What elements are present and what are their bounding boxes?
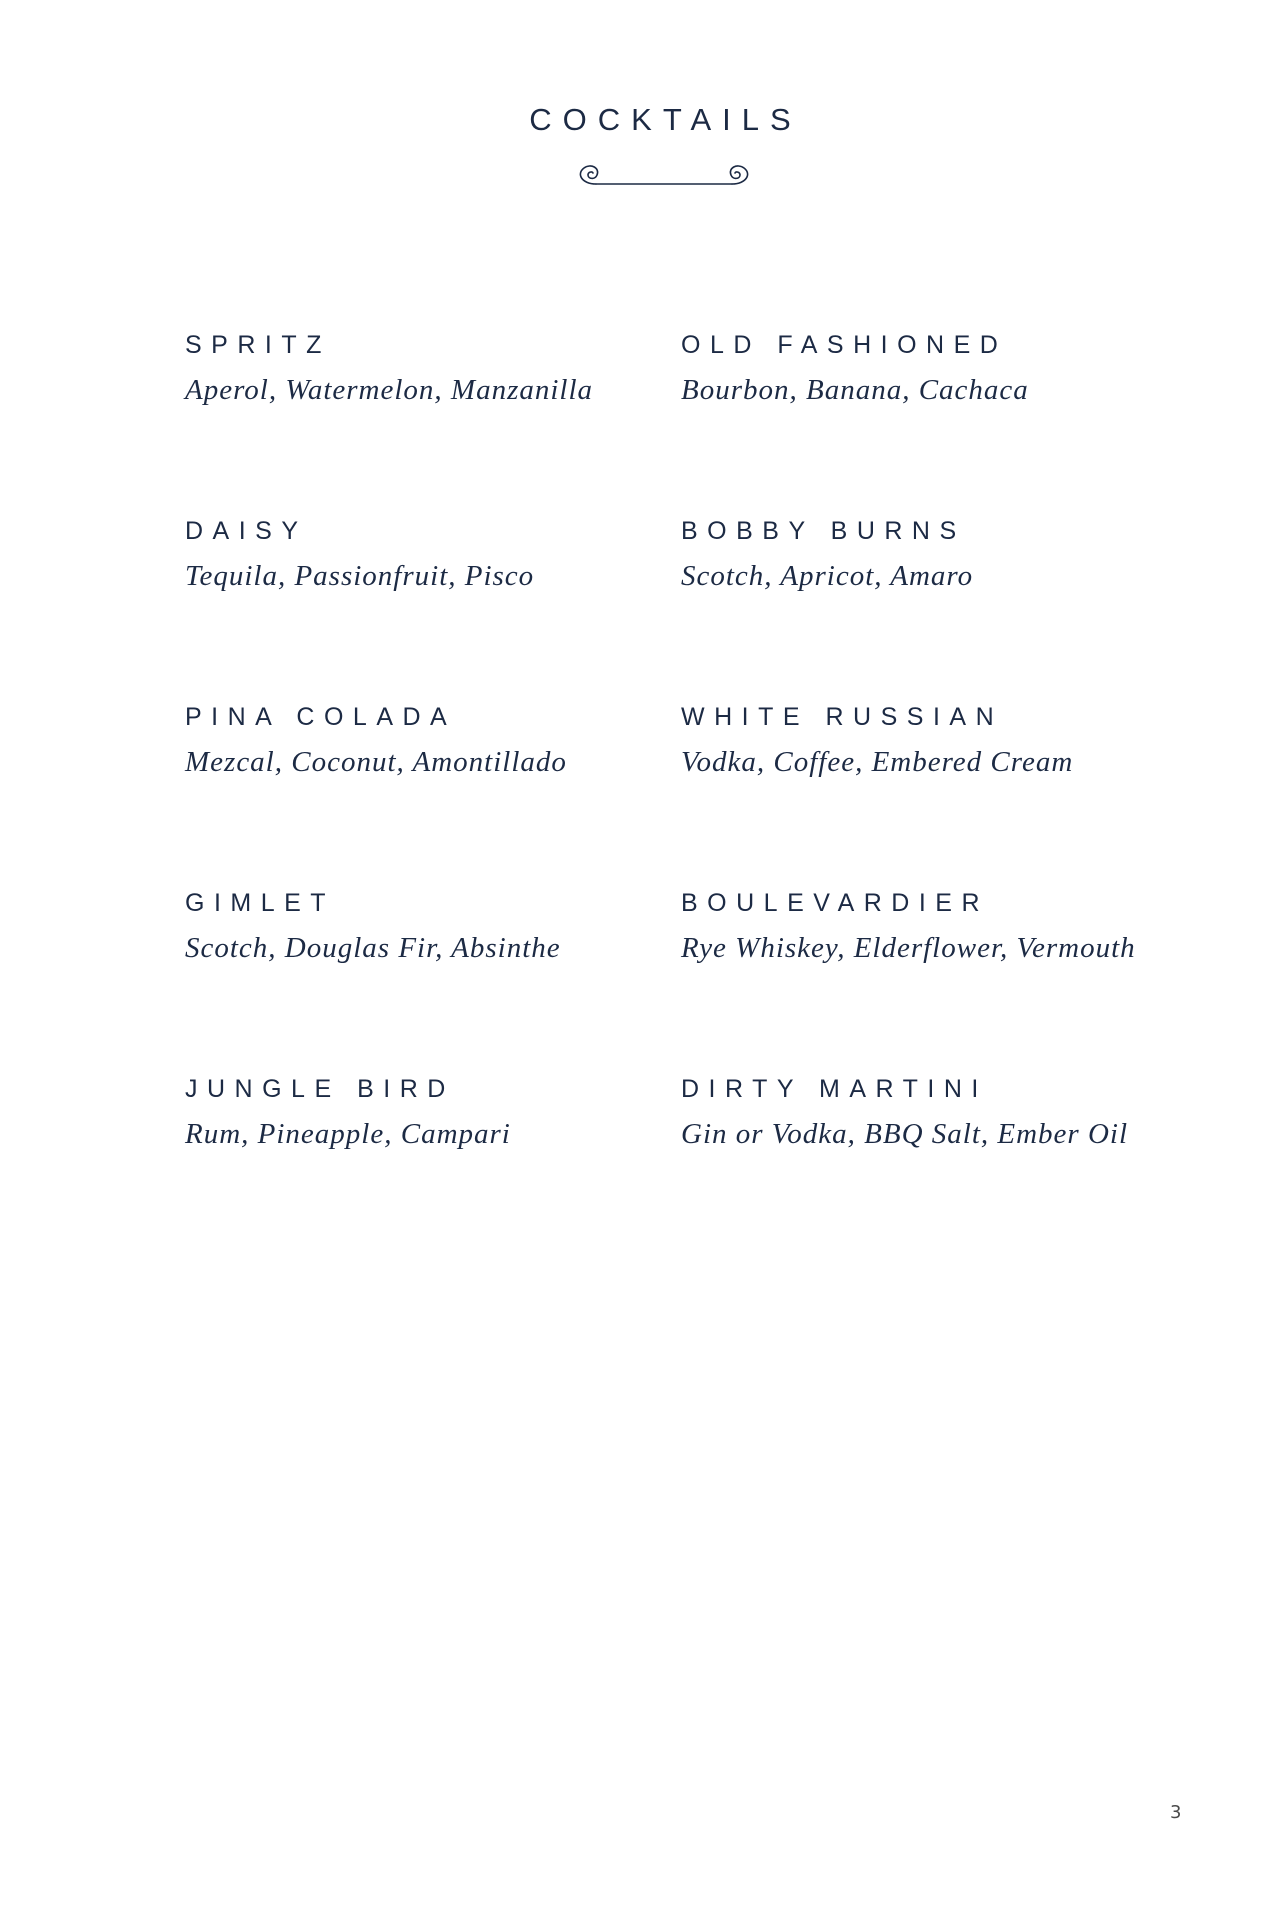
menu-item-white-russian (681, 702, 1185, 888)
cocktail-ingredients: Mezcal, Coconut, Amontillado (185, 746, 567, 778)
cocktail-ingredients: Rum, Pineapple, Campari (185, 1118, 511, 1150)
cocktail-ingredients: Gin or Vodka, BBQ Salt, Ember Oil (681, 1118, 1129, 1150)
menu-item-boulevardier (681, 888, 1185, 1074)
menu-item-jungle-bird (185, 1074, 681, 1260)
cocktail-name: DIRTY MARTINI (681, 1075, 988, 1103)
menu-item-bobby-burns (681, 516, 1185, 702)
cocktail-ingredients: Bourbon, Banana, Cachaca (681, 374, 1029, 406)
cocktail-name: SPRITZ (185, 331, 331, 359)
cocktail-ingredients: Scotch, Douglas Fir, Absinthe (185, 932, 561, 964)
cocktail-name: BOULEVARDIER (681, 889, 990, 917)
cocktail-list (185, 330, 1185, 1260)
scroll-flourish-ornament (574, 158, 754, 194)
cocktail-name: OLD FASHIONED (681, 331, 1008, 359)
cocktail-ingredients: Rye Whiskey, Elderflower, Vermouth (681, 932, 1136, 964)
menu-item-dirty-martini (681, 1074, 1185, 1260)
cocktail-ingredients: Scotch, Apricot, Amaro (681, 560, 974, 592)
menu-item-gimlet (185, 888, 681, 1074)
menu-item-old-fashioned (681, 330, 1185, 516)
cocktail-name: JUNGLE BIRD (185, 1075, 455, 1103)
cocktail-name: GIMLET (185, 889, 336, 917)
cocktail-name: PINA COLADA (185, 703, 457, 731)
cocktail-ingredients: Tequila, Passionfruit, Pisco (185, 560, 535, 592)
cocktail-ingredients: Aperol, Watermelon, Manzanilla (185, 374, 594, 406)
menu-item-daisy (185, 516, 681, 702)
menu-item-pina-colada (185, 702, 681, 888)
page-number: 3 (1170, 1802, 1182, 1823)
menu-item-spritz (185, 330, 681, 516)
cocktail-ingredients: Vodka, Coffee, Embered Cream (681, 746, 1074, 778)
cocktail-name: DAISY (185, 517, 308, 545)
cocktail-name: BOBBY BURNS (681, 517, 966, 545)
cocktail-name: WHITE RUSSIAN (681, 703, 1004, 731)
page-title: COCKTAILS (529, 102, 802, 137)
